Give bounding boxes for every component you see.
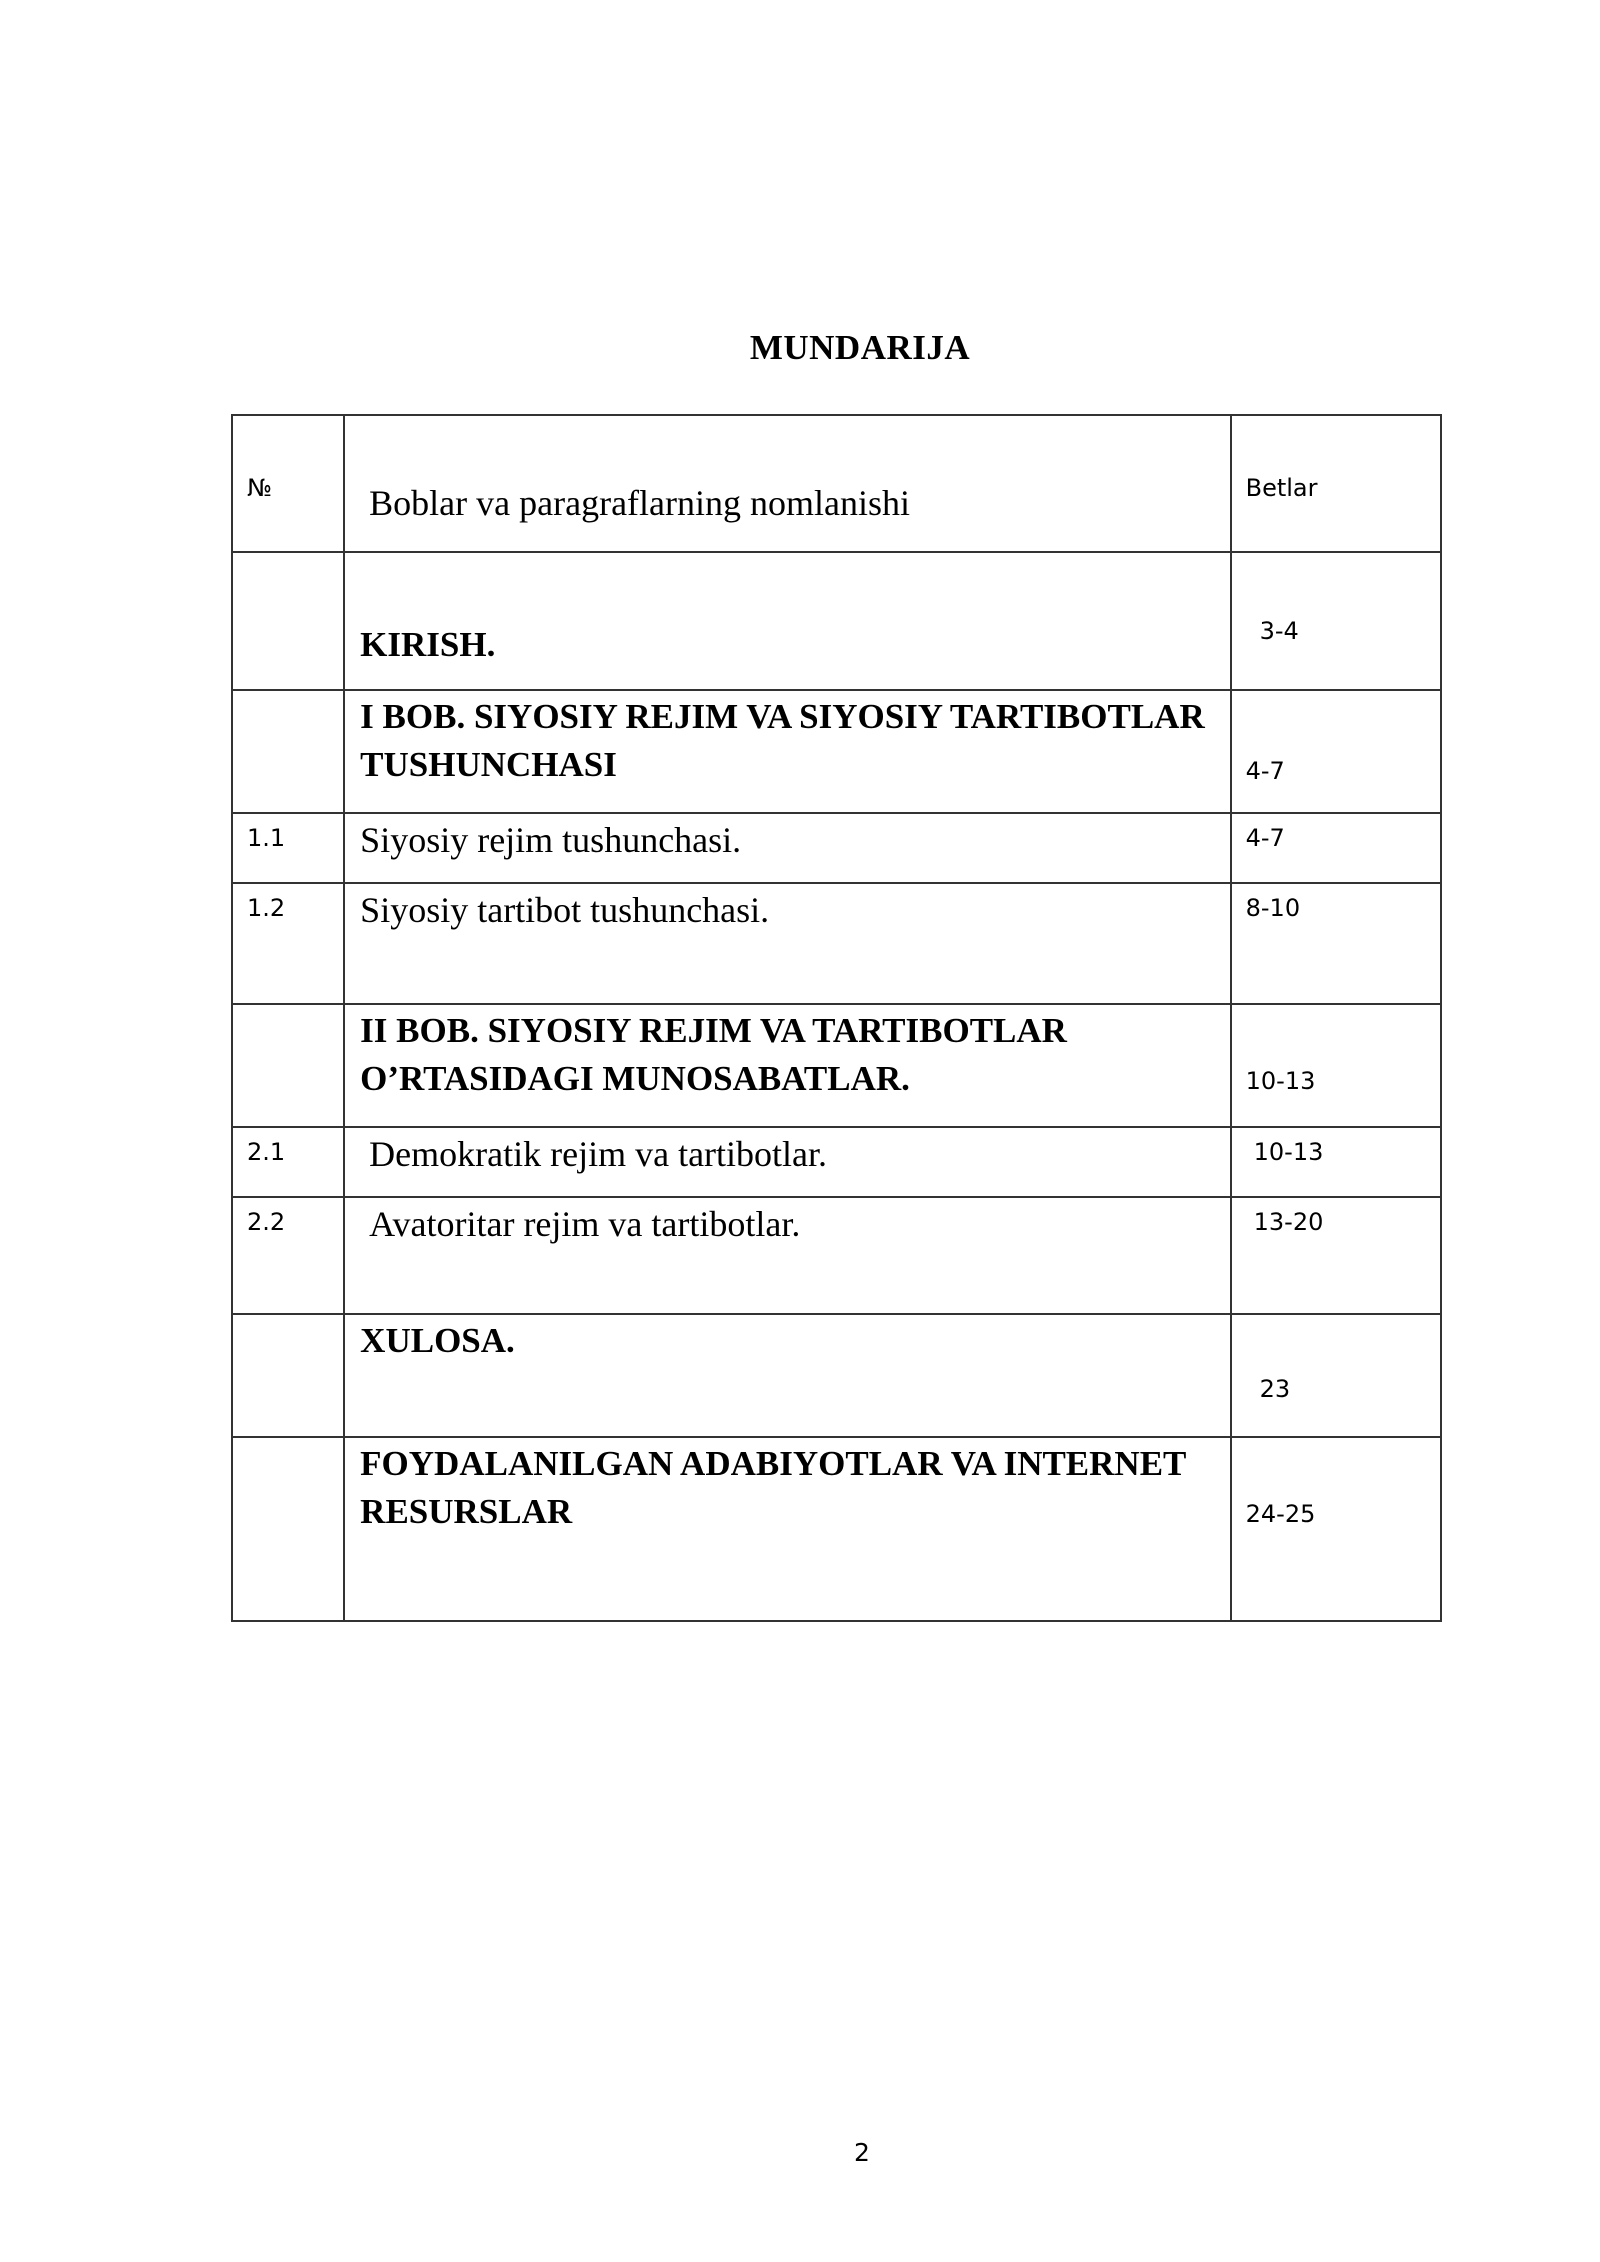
row-num-cell <box>232 1127 344 1197</box>
row-pages: 23 <box>1259 1375 1291 1403</box>
header-pages: Betlar <box>1245 474 1318 502</box>
row-title: XULOSA. <box>360 1321 515 1360</box>
table-row <box>232 1004 1441 1127</box>
table-row <box>232 690 1441 813</box>
row-title-cell <box>344 1004 1230 1127</box>
row-pages-cell <box>1231 690 1441 813</box>
row-num: 2.2 <box>247 1208 286 1236</box>
table-row <box>232 813 1441 883</box>
row-pages-cell <box>1231 1127 1441 1197</box>
row-title: Demokratik rejim va tartibotlar. <box>369 1134 828 1174</box>
row-num <box>233 553 343 563</box>
row-num-cell <box>232 1437 344 1621</box>
table-row <box>232 552 1441 690</box>
page-number: 2 <box>854 2138 870 2167</box>
row-num: 1.1 <box>247 824 286 852</box>
header-title-cell <box>344 415 1230 552</box>
row-title: I BOB. SIYOSIY REJIM VA SIYOSIY TARTIBOTLAR TUSHUNCHASI <box>360 697 1205 784</box>
table-header-row <box>232 415 1441 552</box>
row-title-cell <box>344 690 1230 813</box>
row-title: FOYDALANILGAN ADABIYOTLAR VA INTERNET RESURSLAR <box>360 1444 1186 1531</box>
row-pages-cell <box>1231 1437 1441 1621</box>
row-pages-cell <box>1231 883 1441 1004</box>
row-pages-cell <box>1231 1314 1441 1437</box>
row-title-cell <box>344 1197 1230 1314</box>
header-pages-cell <box>1231 415 1441 552</box>
row-num: 1.2 <box>247 894 286 922</box>
table-row <box>232 1437 1441 1621</box>
row-title: Siyosiy tartibot tushunchasi. <box>360 890 770 930</box>
row-num <box>233 691 343 701</box>
row-pages: 13-20 <box>1253 1208 1324 1236</box>
row-num: 2.1 <box>247 1138 286 1166</box>
row-title: Siyosiy rejim tushunchasi. <box>360 820 742 860</box>
row-pages: 3-4 <box>1259 617 1299 645</box>
table-row <box>232 883 1441 1004</box>
header-num: № <box>247 474 272 502</box>
row-title: II BOB. SIYOSIY REJIM VA TARTIBOTLAR O’RTASIDAGI MUNOSABATLAR. <box>360 1011 1067 1098</box>
row-num-cell <box>232 883 344 1004</box>
row-num-cell <box>232 1004 344 1127</box>
row-pages: 24-25 <box>1245 1500 1316 1528</box>
row-title: Avatoritar rejim va tartibotlar. <box>369 1204 801 1244</box>
row-num-cell <box>232 690 344 813</box>
table-row <box>232 1314 1441 1437</box>
header-num-cell <box>232 415 344 552</box>
row-pages: 10-13 <box>1253 1138 1324 1166</box>
row-pages: 4-7 <box>1245 824 1285 852</box>
row-title-cell <box>344 1314 1230 1437</box>
row-title-cell <box>344 1127 1230 1197</box>
header-title: Boblar va paragraflarning nomlanishi <box>369 483 910 523</box>
row-num <box>233 1438 343 1448</box>
row-pages-cell <box>1231 1004 1441 1127</box>
row-num-cell <box>232 813 344 883</box>
row-title-cell <box>344 1437 1230 1621</box>
row-num-cell <box>232 552 344 690</box>
table-row <box>232 1197 1441 1314</box>
row-num-cell <box>232 1197 344 1314</box>
document-title: MUNDARIJA <box>749 328 971 367</box>
row-pages-cell <box>1231 813 1441 883</box>
row-title: KIRISH. <box>360 625 496 664</box>
row-num <box>233 1315 343 1325</box>
table-of-contents <box>231 414 1442 1622</box>
row-num <box>233 1005 343 1015</box>
table-row <box>232 1127 1441 1197</box>
row-num-cell <box>232 1314 344 1437</box>
row-pages: 8-10 <box>1245 894 1301 922</box>
row-pages: 4-7 <box>1245 757 1285 785</box>
row-title-cell <box>344 813 1230 883</box>
row-title-cell <box>344 552 1230 690</box>
row-pages-cell <box>1231 1197 1441 1314</box>
row-title-cell <box>344 883 1230 1004</box>
row-pages: 10-13 <box>1245 1067 1316 1095</box>
row-pages-cell <box>1231 552 1441 690</box>
